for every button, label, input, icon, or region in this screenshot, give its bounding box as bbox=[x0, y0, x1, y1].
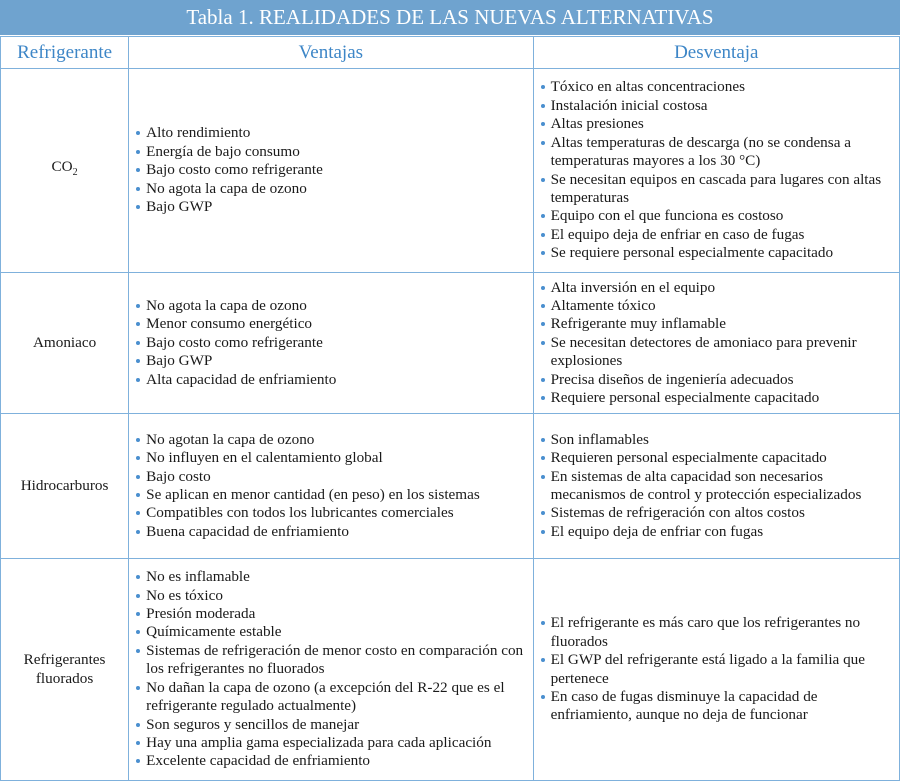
list-item: Son inflamables bbox=[540, 431, 895, 449]
list-item: No influyen en el calentamiento global bbox=[135, 449, 528, 467]
list-item: Buena capacidad de enfriamiento bbox=[135, 523, 528, 541]
list-item: Químicamente estable bbox=[135, 623, 528, 641]
list-item: Altamente tóxico bbox=[540, 297, 895, 315]
list-item: Se necesitan equipos en cascada para lugares con altas temperaturas bbox=[540, 171, 895, 208]
list-item: Menor consumo energético bbox=[135, 315, 528, 333]
table-row bbox=[1, 69, 900, 273]
list-item: Bajo GWP bbox=[135, 352, 528, 370]
list-item: Tóxico en altas concentraciones bbox=[540, 78, 895, 96]
list-item: Requieren personal especialmente capacitado bbox=[540, 449, 895, 467]
list-item: No es inflamable bbox=[135, 568, 528, 586]
list-item: Bajo GWP bbox=[135, 198, 528, 216]
list-item: Presión moderada bbox=[135, 605, 528, 623]
list-item: Hay una amplia gama especializada para cada aplicación bbox=[135, 734, 528, 752]
list-item: Equipo con el que funciona es costoso bbox=[540, 207, 895, 225]
list-item: Alto rendimiento bbox=[135, 124, 528, 142]
list-item: Alta inversión en el equipo bbox=[540, 279, 895, 297]
ventajas-cell bbox=[129, 273, 533, 414]
list-item: En sistemas de alta capacidad son necesarios mecanismos de control y protección especializados bbox=[540, 468, 895, 505]
list-item: En caso de fugas disminuye la capacidad de enfriamiento, aunque no deja de funcionar bbox=[540, 688, 895, 725]
table-title: Tabla 1. REALIDADES DE LAS NUEVAS ALTERNATIVAS bbox=[0, 0, 900, 36]
comparison-table bbox=[0, 36, 900, 781]
list-item: No agota la capa de ozono bbox=[135, 180, 528, 198]
list-item: Bajo costo como refrigerante bbox=[135, 334, 528, 352]
list-item: Son seguros y sencillos de manejar bbox=[135, 716, 528, 734]
header-desventaja: Desventaja bbox=[533, 37, 899, 69]
list-item: Bajo costo bbox=[135, 468, 528, 486]
list-item: Altas temperaturas de descarga (no se condensa a temperaturas mayores a los 30 °C) bbox=[540, 134, 895, 171]
list-item: Se necesitan detectores de amoniaco para prevenir explosiones bbox=[540, 334, 895, 371]
table-row bbox=[1, 414, 900, 559]
desventajas-cell bbox=[533, 559, 899, 781]
desventajas-cell bbox=[533, 273, 899, 414]
refrigerant-name: Refrigerantes fluorados bbox=[1, 559, 129, 781]
header-ventajas: Ventajas bbox=[129, 37, 533, 69]
list-item: El equipo deja de enfriar en caso de fugas bbox=[540, 226, 895, 244]
list-item: No es tóxico bbox=[135, 587, 528, 605]
list-item: No agotan la capa de ozono bbox=[135, 431, 528, 449]
header-refrigerante: Refrigerante bbox=[1, 37, 129, 69]
list-item: El refrigerante es más caro que los refrigerantes no fluorados bbox=[540, 614, 895, 651]
ventajas-cell bbox=[129, 414, 533, 559]
list-item: El GWP del refrigerante está ligado a la familia que pertenece bbox=[540, 651, 895, 688]
refrigerant-name: $CO_2$ bbox=[1, 69, 129, 273]
list-item: Energía de bajo consumo bbox=[135, 143, 528, 161]
list-item: Precisa diseños de ingeniería adecuados bbox=[540, 371, 895, 389]
list-item: Refrigerante muy inflamable bbox=[540, 315, 895, 333]
list-item: Se aplican en menor cantidad (en peso) en los sistemas bbox=[135, 486, 528, 504]
list-item: Sistemas de refrigeración de menor costo en comparación con los refrigerantes no fluorados bbox=[135, 642, 528, 679]
list-item: Se requiere personal especialmente capacitado bbox=[540, 244, 895, 262]
list-item: Instalación inicial costosa bbox=[540, 97, 895, 115]
desventajas-cell bbox=[533, 69, 899, 273]
list-item: Altas presiones bbox=[540, 115, 895, 133]
list-item: No dañan la capa de ozono (a excepción del R-22 que es el refrigerante regulado actualmente) bbox=[135, 679, 528, 716]
list-item: Bajo costo como refrigerante bbox=[135, 161, 528, 179]
refrigerant-name: Amoniaco bbox=[1, 273, 129, 414]
list-item: Alta capacidad de enfriamiento bbox=[135, 371, 528, 389]
list-item: No agota la capa de ozono bbox=[135, 297, 528, 315]
header-row bbox=[1, 37, 900, 69]
list-item: Excelente capacidad de enfriamiento bbox=[135, 752, 528, 770]
list-item: El equipo deja de enfriar con fugas bbox=[540, 523, 895, 541]
desventajas-cell bbox=[533, 414, 899, 559]
table-row bbox=[1, 273, 900, 414]
table-row bbox=[1, 559, 900, 781]
refrigerant-name: Hidrocarburos bbox=[1, 414, 129, 559]
list-item: Sistemas de refrigeración con altos costos bbox=[540, 504, 895, 522]
list-item: Compatibles con todos los lubricantes comerciales bbox=[135, 504, 528, 522]
ventajas-cell bbox=[129, 69, 533, 273]
ventajas-cell bbox=[129, 559, 533, 781]
list-item: Requiere personal especialmente capacitado bbox=[540, 389, 895, 407]
